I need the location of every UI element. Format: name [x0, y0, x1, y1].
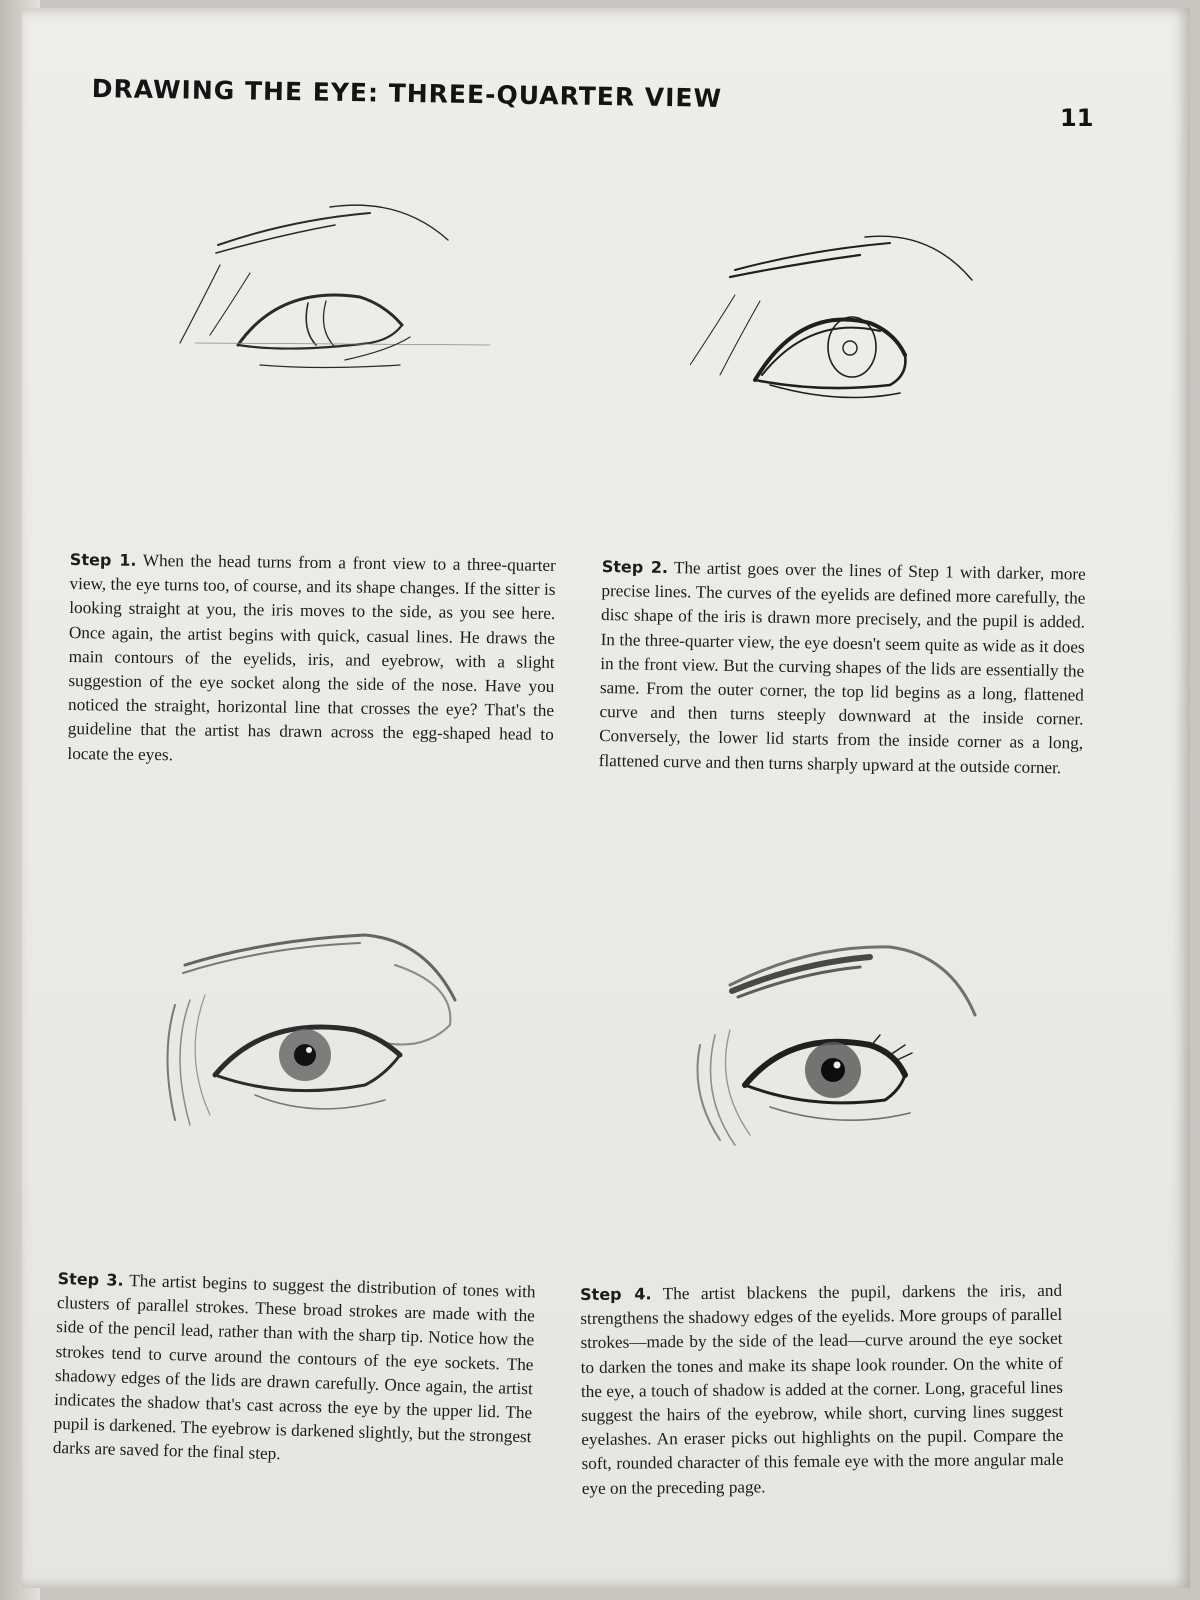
step-2-text: The artist goes over the lines of Step 1 with darker, more precise lines. The curves of the eyelids are defined more carefully, the disc shape of the iris is drawn more precisely, and the pupil is added. In the three-quarter view, the eye doesn't seem quite as wide as it does in the front view. But the curving shapes of the lids are essentially the same. From the outer corner, the top lid begins as a long, flattened curve and then turns steeply downward at the inside corner. Conversely, the lower lid starts from the inside corner as a long, flattened curve and then turns sharply upward at the outside corner. [598, 558, 1086, 777]
eye-drawing-step-3 [155, 925, 475, 1155]
step-4-label: Step 4. [580, 1284, 652, 1304]
eye-sketch-step-1 [170, 185, 510, 395]
step-3-paragraph [53, 1267, 536, 1474]
step-4-paragraph [580, 1279, 1064, 1501]
step-3-text: The artist begins to suggest the distribution of tones with clusters of parallel strokes. These broad strokes are made with the side of the pencil lead, rather than with the sharp tip. Notice how the strokes tend to curve around the contours of the eye sockets. The shadowy edges of the lids are drawn carefully. Once again, the artist indicates the shadow that's cast across the eye by the upper lid. The pupil is darkened. The eyebrow is darkened slightly, but the strongest darks are saved for the final step. [52, 1271, 536, 1464]
page-number: 11 [1060, 104, 1094, 132]
step-3-label: Step 3. [57, 1268, 124, 1290]
step-4-text: The artist blackens the pupil, darkens the iris, and strengthens the shadowy edges of the eyelids. More groups of parallel strokes—made by the side of the lead—curve around the eye socket to darken the tones and make its shape look rounder. On the white of the eye, a touch of shadow is added at the corner. Long, graceful lines suggest the hairs of the eyebrow, while short, curving lines suggest eyelashes. An eraser picks out highlights on the pupil. Compare the soft, rounded character of this female eye with the more angular male eye on the preceding page. [580, 1280, 1064, 1498]
step-1-label: Step 1. [69, 549, 137, 570]
page-title: DRAWING THE EYE: THREE-QUARTER VIEW [91, 74, 723, 113]
step-1-text: When the head turns from a front view to a three-quarter view, the eye turns too, of course, and its shape changes. If the sitter is looking straight at you, the iris moves to the side, as you see here. Once again, the artist begins with quick, casual lines. He draws the main contours of the eyelids, iris, and eyebrow, with a slight suggestion of the eye socket along the side of the nose. Have you noticed the straight, horizontal line that crosses the eye? That's the guideline that the artist has drawn across the egg-shaped head to locate the eyes. [67, 550, 556, 764]
step-1-paragraph [67, 548, 556, 772]
step-2-paragraph [599, 555, 1086, 780]
eye-sketch-step-2 [690, 215, 1010, 415]
step-2-label: Step 2. [601, 556, 669, 578]
eye-drawing-step-4 [690, 935, 990, 1165]
